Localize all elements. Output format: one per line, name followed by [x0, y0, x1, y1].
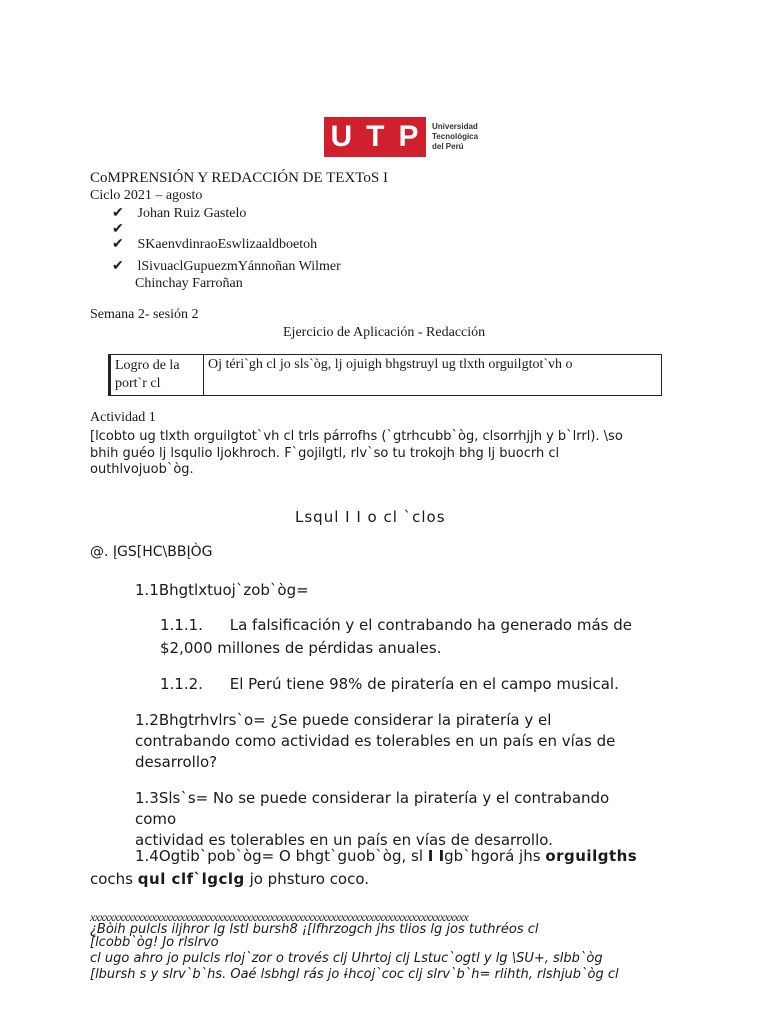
- logro-value: Oj téri`gh cl jo sls`òg, lj ojuigh bhgstruyl ug tlxth orguilgtot`vh o: [204, 355, 662, 396]
- item-text: El Perú tiene 98% de piratería en el campo musical.: [229, 675, 619, 693]
- item-number: 1.1.1.: [160, 616, 203, 634]
- item-text: cochs: [90, 870, 133, 888]
- member-item-1: [112, 205, 246, 222]
- item-text-cont-2: desarrollo?: [135, 753, 218, 771]
- item-text-cont: contrabando como actividad es tolerables en un país en vías de: [135, 732, 616, 750]
- logo-wordmark: [432, 122, 478, 152]
- item-bold: qul clf`lgclg: [137, 870, 245, 888]
- item-1-1-2: [160, 673, 660, 696]
- logro-label: Logro de la port`r cl: [110, 355, 204, 396]
- item-text: La falsificación y el contrabando ha generado más de: [229, 616, 632, 634]
- item-1-4: [135, 846, 655, 867]
- cycle-label: Ciclo 2021 – agosto: [90, 188, 203, 203]
- member-name-3: SKaenvdinraoEswlizaaldboetoh: [137, 237, 318, 252]
- item-text-cont: actividad es tolerables en un país en vías de desarrollo.: [135, 831, 553, 849]
- item-bold-2: orguilgths: [545, 847, 638, 865]
- item-text-cont: $2,000 millones de pérdidas anuales.: [160, 639, 442, 657]
- logo-mark: [324, 117, 426, 157]
- footer-line-1: ¿Bòih pulcls iljhror lg lstl bursh8 ¡[lfhrzogch jhs tlios lg jos tuthréos cl: [90, 922, 539, 937]
- exercise-title: Ejercicio de Aplicación - Redacción: [283, 325, 486, 340]
- logo-letter-p: P: [398, 120, 420, 153]
- activity-line-1: [lcobto ug tlxth orguilgtot`vh cl trls párrofhs (`gtrhcubb`òg, clsorrhjjh y b`lrrl). \so: [90, 429, 623, 444]
- check-icon: ✔: [112, 206, 124, 221]
- table-row: [110, 355, 662, 396]
- item-text: O bhgt`guob`òg, sl: [279, 847, 423, 865]
- footer-line-3: cl ugo ahro jo pulcls rloj`zor o trovés clj Uhrtoj clj Lstuc`ogtl y lg \SU+, slbb`òg: [90, 951, 603, 966]
- member-name-4-cont: Chinchay Farroñan: [135, 276, 243, 291]
- activity-line-2: bhih guéo lj lsqulio ljokhroch. F`gojilgtl, rlv`so tu trokojh bhg lj buocrh cl: [90, 446, 560, 461]
- item-number: 1.1.2.: [160, 675, 203, 693]
- member-name-4: lSivuaclGupuezmYánnoñan Wilmer: [137, 259, 341, 274]
- logo-line-1: Universidad: [432, 122, 478, 131]
- item-label: 1.4Ogtib`pob`òg=: [135, 847, 275, 865]
- footer-line-4: [lbursh s y slrv`b`hs. Oaé lsbhgl rás jo ɨhcoj`coc clj slrv`b`h= rlihth, rlshjub`òg cl: [90, 967, 619, 982]
- section-title: Lsqul I I o cl `clos: [295, 508, 446, 526]
- item-text-2: jo phsturo coco.: [249, 870, 370, 888]
- item-text: No se puede considerar la piratería y el contrabando como: [135, 789, 610, 828]
- logro-table: [108, 354, 662, 396]
- item-1-4-line-2: [90, 869, 369, 890]
- item-bold: I I: [427, 847, 445, 865]
- utp-logo: [324, 117, 482, 157]
- member-item-3: [112, 236, 317, 253]
- check-icon: ✔: [112, 237, 124, 252]
- item-1-1: 1.1Bhgtlxtuoj`zob`òg=: [135, 581, 309, 599]
- activity-title: Actividad 1: [90, 410, 156, 425]
- logo-line-2: Tecnológica: [432, 132, 479, 141]
- week-label: Semana 2- sesión 2: [90, 307, 199, 322]
- activity-line-3: outhlvojuob`òg.: [90, 462, 194, 477]
- footer-line-2: [lcobb`òg! Jo rlslrvo: [90, 935, 219, 950]
- item-text-2: gb`hgorá jhs: [444, 847, 541, 865]
- separator-line: xxxxxxxxxxxxxxxxxxxxxxxxxxxxxxxxxxxxxxxxxxxxxxxxxxxxxxxxxxxxxxxxxxxxxxxxxxxxxxxx: [90, 910, 469, 924]
- check-icon: ✔: [112, 259, 124, 274]
- check-icon: ✔: [112, 222, 124, 237]
- course-title: CoMPRENSIÓN Y REDACCIÓN DE TEXToS I: [90, 170, 388, 186]
- member-name-1: Johan Ruiz Gastelo: [137, 206, 247, 221]
- item-1-1-1: [160, 614, 660, 660]
- logo-letter-u: U: [330, 120, 354, 153]
- member-item-4: [112, 258, 341, 275]
- item-1-2: [135, 710, 655, 773]
- logo-letter-t: T: [366, 120, 386, 153]
- item-text: ¿Se puede considerar la piratería y el: [270, 711, 552, 729]
- section-a-heading: @. ĮGS[HC\BBĮÒG: [90, 544, 213, 560]
- item-label: 1.3Sls`s=: [135, 789, 209, 807]
- logo-line-3: del Perú: [432, 142, 464, 151]
- item-1-3: [135, 788, 655, 851]
- item-label: 1.2Bhgtrhvlrs`o=: [135, 711, 266, 729]
